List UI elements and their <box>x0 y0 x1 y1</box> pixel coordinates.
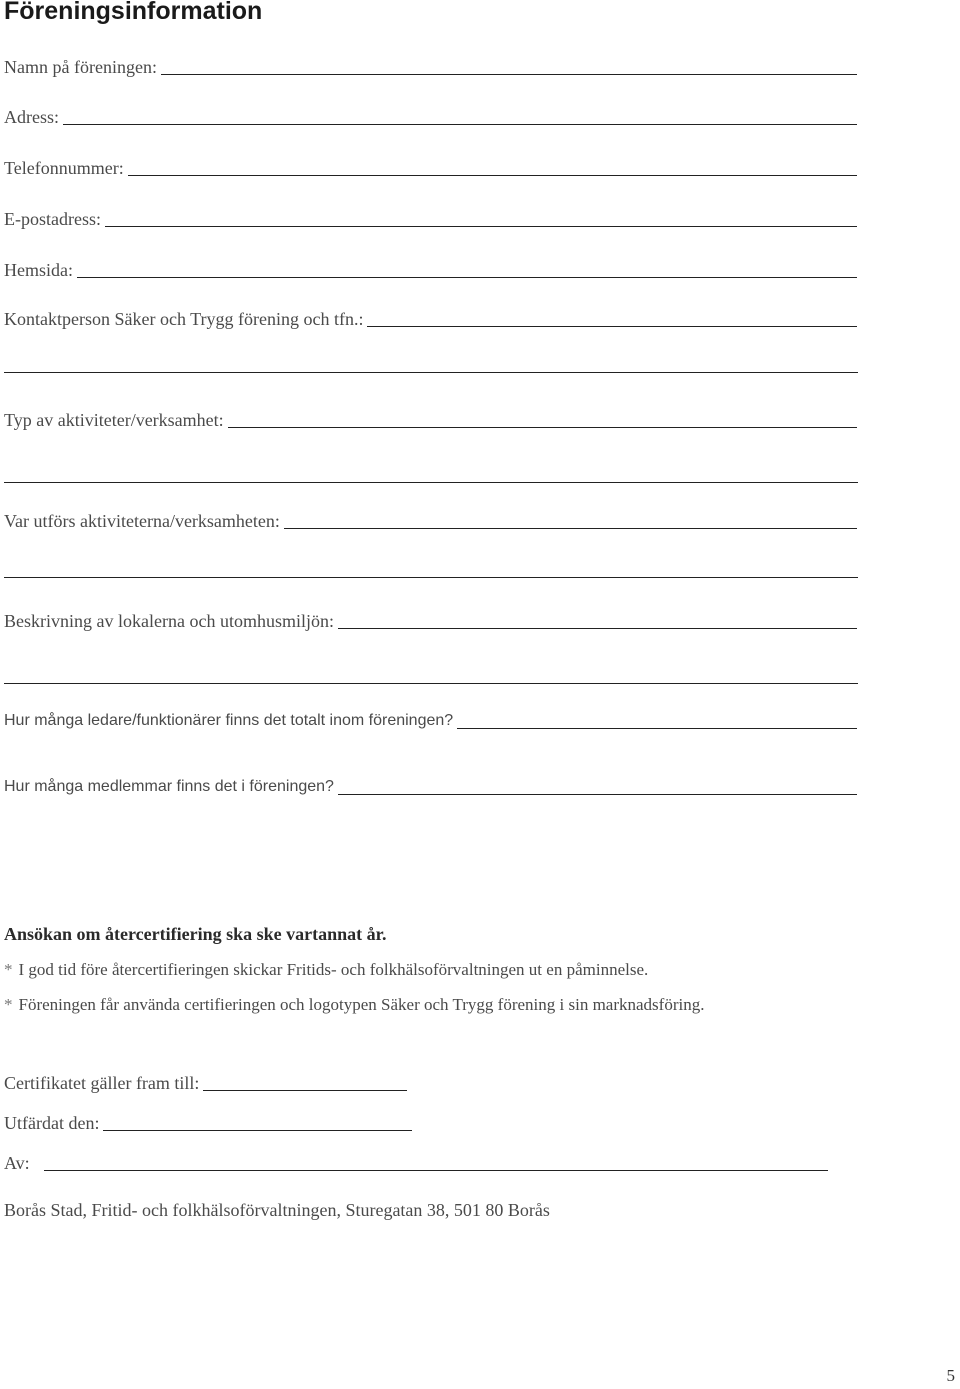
premises-line[interactable] <box>338 628 857 629</box>
activity-type-label: Typ av aktiviteter/verksamhet: <box>4 410 224 430</box>
activity-type-field[interactable] <box>4 406 857 430</box>
note-bullet: * <box>4 960 13 979</box>
page-number: 5 <box>946 1366 955 1385</box>
leaders-count-label: Hur många ledare/funktionärer finns det totalt inom föreningen? <box>4 712 454 729</box>
association-name-label: Namn på föreningen: <box>4 57 157 77</box>
footer-address: Borås Stad, Fritid- och folkhälsoförvaltningen, Sturegatan 38, 501 80 Borås <box>4 1200 550 1220</box>
phone-label: Telefonnummer: <box>4 158 124 178</box>
activity-type-line[interactable] <box>228 427 857 428</box>
premises-label: Beskrivning av lokalerna och utomhusmiljön: <box>4 611 334 631</box>
issued-date-line[interactable] <box>103 1130 412 1131</box>
logo-usage-note-text: Föreningen får använda certifieringen och logotypen Säker och Trygg förening i sin marknadsföring. <box>18 995 705 1014</box>
activity-type-extra-line[interactable] <box>4 482 858 483</box>
valid-until-label: Certifikatet gäller fram till: <box>4 1073 200 1093</box>
association-name-field[interactable] <box>4 53 857 77</box>
website-line[interactable] <box>77 277 857 278</box>
issued-by-field[interactable] <box>4 1149 828 1173</box>
activity-location-field[interactable] <box>4 507 857 531</box>
leaders-count-line[interactable] <box>457 728 857 729</box>
association-name-line[interactable] <box>161 74 857 75</box>
phone-line[interactable] <box>128 175 857 176</box>
valid-until-field[interactable] <box>4 1069 407 1093</box>
email-field[interactable] <box>4 205 857 229</box>
activity-location-label: Var utförs aktiviteterna/verksamheten: <box>4 511 280 531</box>
email-line[interactable] <box>105 226 857 227</box>
note-bullet: * <box>4 995 13 1014</box>
issued-date-field[interactable] <box>4 1109 412 1133</box>
activity-location-line[interactable] <box>284 528 857 529</box>
email-label: E-postadress: <box>4 209 101 229</box>
address-label: Adress: <box>4 107 59 127</box>
reminder-note <box>4 960 648 980</box>
phone-field[interactable] <box>4 154 857 178</box>
address-field[interactable] <box>4 103 857 127</box>
contact-label: Kontaktperson Säker och Trygg förening och tfn.: <box>4 309 364 329</box>
website-label: Hemsida: <box>4 260 73 280</box>
logo-usage-note <box>4 995 704 1015</box>
recertification-heading: Ansökan om återcertifiering ska ske vartannat år. <box>4 924 387 944</box>
leaders-count-field[interactable] <box>4 707 857 731</box>
issued-by-label: Av: <box>4 1153 30 1173</box>
members-count-field[interactable] <box>4 773 857 797</box>
premises-extra-line[interactable] <box>4 683 858 684</box>
activity-location-extra-line[interactable] <box>4 577 858 578</box>
members-count-label: Hur många medlemmar finns det i föreningen? <box>4 778 334 795</box>
contact-line[interactable] <box>367 326 857 327</box>
contact-extra-line[interactable] <box>4 372 858 373</box>
contact-field[interactable] <box>4 305 857 329</box>
reminder-note-text: I god tid före återcertifieringen skickar Fritids- och folkhälsoförvaltningen ut en påminnelse. <box>18 960 649 979</box>
issued-date-label: Utfärdat den: <box>4 1113 100 1133</box>
premises-field[interactable] <box>4 607 857 631</box>
issued-by-line[interactable] <box>44 1170 828 1171</box>
valid-until-line[interactable] <box>203 1090 407 1091</box>
page-title: Föreningsinformation <box>4 0 263 25</box>
members-count-line[interactable] <box>338 794 857 795</box>
website-field[interactable] <box>4 256 857 280</box>
address-line[interactable] <box>63 124 857 125</box>
